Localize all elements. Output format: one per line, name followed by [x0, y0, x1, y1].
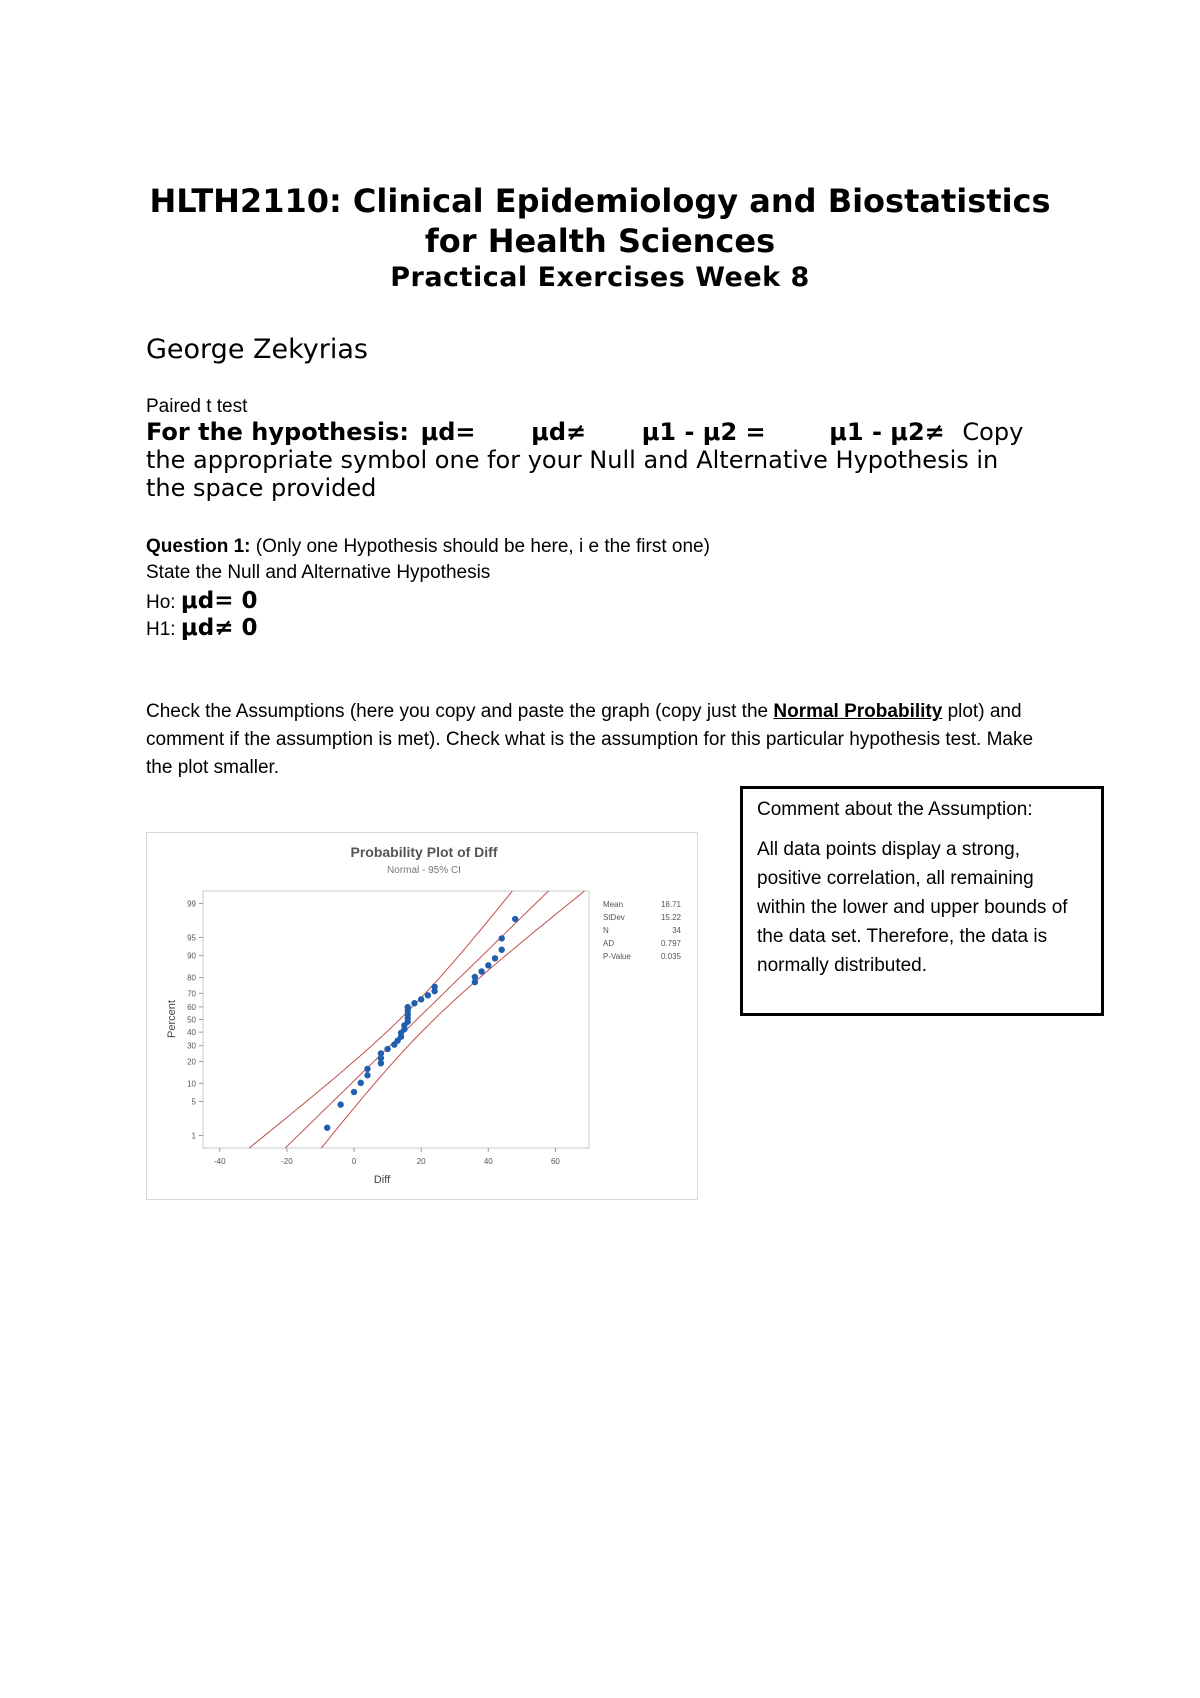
data-point	[405, 1004, 411, 1010]
data-point	[364, 1066, 370, 1072]
y-tick-label: 5	[191, 1097, 196, 1107]
h0-value: μd= 0	[180, 588, 258, 614]
plot-frame	[203, 891, 589, 1148]
data-point	[431, 984, 437, 990]
data-point	[358, 1080, 364, 1086]
question1-line	[146, 536, 710, 558]
ci-lower-bound	[321, 891, 584, 1148]
y-axis-label: Percent	[166, 1000, 178, 1038]
stat-value: 34	[672, 926, 681, 935]
document-subtitle: Practical Exercises Week 8	[390, 262, 810, 293]
data-point	[364, 1072, 370, 1078]
author-name: George Zekyrias	[146, 334, 368, 365]
y-tick-label: 20	[187, 1057, 196, 1067]
stat-value: 0.035	[660, 952, 681, 961]
null-hypothesis	[146, 588, 258, 614]
stat-label: StDev	[603, 913, 625, 922]
data-point	[418, 996, 424, 1002]
y-tick-label: 60	[187, 1002, 196, 1012]
fit-lines	[249, 891, 584, 1148]
data-point	[499, 947, 505, 953]
symbol-mu1-mu2-equal: μ1 - μ2 =	[641, 418, 766, 446]
data-points	[324, 916, 518, 1131]
y-axis-ticks	[187, 899, 203, 1140]
h1-label: H1:	[146, 619, 176, 640]
probability-plot-svg	[147, 833, 697, 1199]
comment-heading: Comment about the Assumption:	[757, 799, 1033, 820]
document-title-line1: HLTH2110: Clinical Epidemiology and Biostatistics	[149, 182, 1051, 220]
data-point	[499, 935, 505, 941]
data-point	[478, 968, 484, 974]
x-axis-label: Diff	[373, 1174, 391, 1186]
question1-label: Question 1:	[146, 536, 251, 557]
x-tick-label: -40	[214, 1157, 226, 1166]
data-point	[324, 1125, 330, 1131]
data-point	[472, 974, 478, 980]
y-tick-label: 70	[187, 989, 196, 999]
data-point	[337, 1101, 343, 1107]
assumptions-text-after: plot) and comment if the assumption is met). Check what is the assumption for this particular hypothesis test. Make the plot smaller.	[146, 701, 1034, 778]
test-name: Paired t test	[146, 396, 248, 417]
comment-body: All data points display a strong, positive correlation, all remaining within the lower and upper bounds of the data set. Therefore, the data is normally distributed.	[757, 839, 1068, 976]
stat-value: 0.797	[660, 939, 681, 948]
x-tick-label: -20	[281, 1157, 293, 1166]
symbol-mu1-mu2-notequal: μ1 - μ2≠	[829, 418, 945, 446]
h1-value: μd≠ 0	[180, 615, 258, 641]
data-point	[512, 916, 518, 922]
y-tick-label: 30	[187, 1041, 196, 1051]
probability-plot	[146, 832, 698, 1200]
question1-note: (Only one Hypothesis should be here, i e the first one)	[255, 536, 710, 557]
data-point	[492, 955, 498, 961]
symbol-mud-notequal: μd≠	[531, 418, 587, 446]
y-tick-label: 10	[187, 1079, 196, 1089]
data-point	[411, 1000, 417, 1006]
symbol-mud-equal: μd=	[420, 418, 476, 446]
question1-prompt: State the Null and Alternative Hypothesis	[146, 562, 491, 583]
chart-title: Probability Plot of Diff	[350, 844, 498, 860]
alternative-hypothesis	[146, 615, 258, 641]
y-tick-label: 99	[187, 899, 196, 909]
y-tick-label: 40	[187, 1028, 196, 1038]
ci-upper-bound	[249, 891, 512, 1148]
y-tick-label: 50	[187, 1015, 196, 1025]
x-tick-label: 60	[550, 1157, 560, 1166]
stat-value: 18.71	[660, 900, 681, 909]
x-tick-label: 0	[351, 1157, 357, 1166]
h0-label: Ho:	[146, 592, 176, 613]
y-tick-label: 95	[187, 933, 196, 943]
data-point	[425, 992, 431, 998]
data-point	[378, 1050, 384, 1056]
hypothesis-prompt	[146, 418, 1026, 502]
document-title-line2: for Health Sciences	[424, 222, 776, 260]
stat-label: AD	[603, 939, 615, 948]
data-point	[351, 1089, 357, 1095]
stat-label: N	[603, 926, 609, 935]
data-point	[485, 962, 491, 968]
y-tick-label: 90	[187, 951, 196, 961]
hypothesis-instruction: Copy the appropriate symbol one for your Null and Alternative Hypothesis in the space provided	[146, 418, 1024, 502]
comment-box	[740, 786, 1104, 1016]
stat-label: Mean	[603, 900, 624, 909]
stats-box	[603, 900, 682, 961]
y-tick-label: 80	[187, 973, 196, 983]
fitted-line	[285, 891, 548, 1148]
normal-probability-link: Normal Probability	[773, 701, 943, 722]
hypothesis-lead: For the hypothesis:	[146, 418, 409, 446]
data-point	[384, 1046, 390, 1052]
x-tick-label: 40	[483, 1157, 493, 1166]
x-tick-label: 20	[416, 1157, 426, 1166]
stat-label: P-Value	[603, 952, 631, 961]
x-axis-ticks	[214, 1148, 560, 1166]
assumptions-text-before: Check the Assumptions (here you copy and paste the graph (copy just the	[146, 701, 774, 722]
assumptions-instructions	[146, 698, 1046, 782]
y-tick-label: 1	[191, 1131, 196, 1141]
chart-subtitle: Normal - 95% CI	[387, 865, 461, 876]
stat-value: 15.22	[660, 913, 681, 922]
